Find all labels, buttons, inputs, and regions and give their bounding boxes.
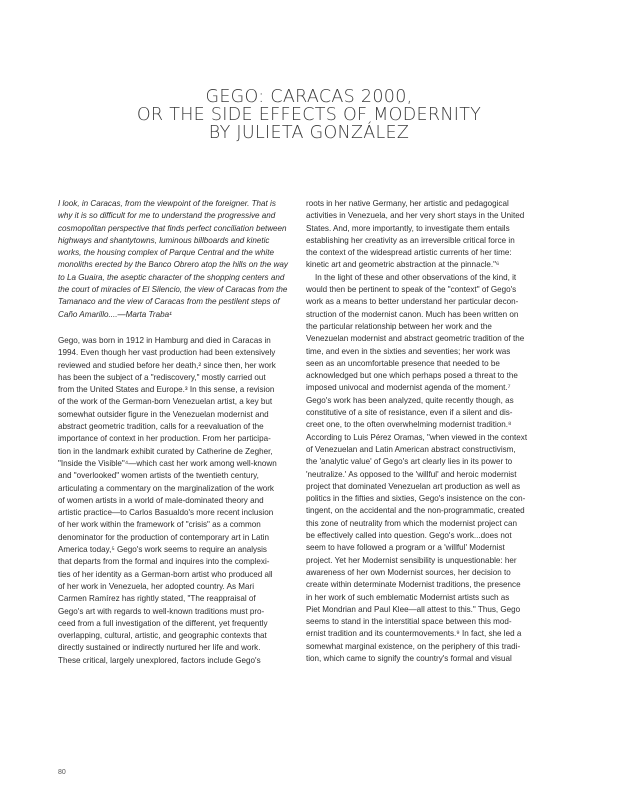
text-line: denominator for the production of contemporary art in Latin — [58, 532, 270, 542]
text-line: create within determinate Modernist traditions, the presence — [306, 580, 521, 590]
text-line: Piet Mondrian and Paul Klee—all attest to this." Thus, Gego — [306, 604, 521, 614]
article-title — [0, 88, 618, 142]
text-line: overlapping, cultural, artistic, and geographic contexts that — [58, 631, 267, 641]
text-line: has been the subject of a "rediscovery," mostly carried out — [58, 372, 266, 382]
text-line: time, and even in the sixties and seventies; her work was — [306, 346, 511, 356]
text-line: of her work in Venezuela, her adopted country. As Mari — [58, 581, 255, 591]
text-line: activities in Venezuela, and her very short stays in the United — [306, 211, 525, 221]
text-line: Gego's art with regards to well-known traditions must pro- — [58, 606, 265, 616]
left-body-text — [58, 335, 306, 667]
epigraph-line: works, the housing complex of Parque Central and the white — [58, 248, 274, 258]
text-line: awareness of her own Modernist sources, her decision to — [306, 567, 511, 577]
text-line: ceed from a full investigation of the different, yet frequently — [58, 618, 268, 628]
title-line-2: OR THE SIDE EFFECTS OF MODERNITY — [136, 105, 482, 125]
text-line: project that dominated Venezuelan art production as well as — [306, 481, 521, 491]
text-line: seems to stand in the interstitial space between this mod- — [306, 617, 512, 627]
text-line: ties of her identity as a German-born artist who produced all — [58, 569, 273, 579]
text-line: of the work of the German-born Venezuelan artist, a key but — [58, 397, 273, 407]
text-line: work as a means to better understand her particular decon- — [306, 297, 519, 307]
text-line: According to Luis Pérez Oramas, "when viewed in the context — [306, 432, 528, 442]
epigraph-line: the court of miracles of El Silencio, the view of Caracas from the — [58, 285, 288, 295]
text-line: of her work within the framework of "crisis" as a common — [58, 520, 261, 530]
text-line: would then be pertinent to speak of the "context" of Gego's — [306, 285, 517, 295]
text-line: this zone of neutrality from which the modernist project can — [306, 518, 517, 528]
text-line: kinetic art and geometric abstraction at the pinnacle."⁶ — [306, 260, 500, 270]
text-line: articulating a commentary on the marginalization of the work — [58, 483, 274, 493]
text-line: in her work of such emblematic Modernist artists such as — [306, 592, 510, 602]
text-line: ernist tradition and its countermovements.⁹ In fact, she led a — [306, 629, 522, 639]
epigraph-line: why it is so difficult for me to understand the progressive and — [58, 211, 276, 221]
text-line: and "overlooked" women artists of the twentieth century, — [58, 471, 259, 481]
right-body-text — [306, 198, 554, 665]
text-line: acknowledged but one which perhaps posed a threat to the — [306, 371, 518, 381]
epigraph-line: monoliths erected by the Banco Obrero atop the hills on the way — [58, 260, 288, 270]
text-line: of women artists in a world of male-dominated theory and — [58, 495, 264, 505]
text-line: the 'analytic value' of Gego's art clearly lies in its power to — [306, 457, 513, 467]
text-line: roots in her native Germany, her artistic and pedagogical — [306, 199, 509, 208]
text-line: from the United States and Europe.³ In this sense, a revision — [58, 385, 275, 395]
text-line: project. Yet her Modernist sensibility is unquestionable: her — [306, 555, 517, 565]
text-line: Gego, was born in 1912 in Hamburg and died in Caracas in — [58, 335, 271, 345]
text-line: constitutive of a site of resistance, even if a silent and dis- — [306, 408, 513, 418]
title-line-3: BY JULIETA GONZÁLEZ — [208, 123, 410, 143]
text-line: Carmen Ramírez has rightly stated, "The reappraisal of — [58, 594, 256, 604]
text-line: Venezuelan modernist and abstract geometric tradition of the — [306, 334, 525, 344]
text-line: the context of the widespread artistic currents of her time: — [306, 248, 512, 258]
right-column — [306, 198, 554, 665]
epigraph-line: to La Guaira, the aseptic character of the shopping centers and — [58, 272, 285, 282]
text-line: creet one, to the often overwhelming modernist tradition.⁸ — [306, 420, 512, 430]
text-line: artistic practice—to Carlos Basualdo's more recent inclusion — [58, 508, 274, 518]
epigraph-line: I look, in Caracas, from the viewpoint of the foreigner. That is — [58, 199, 276, 208]
title-line-1: GEGO: CARACAS 2000, — [205, 87, 413, 107]
text-line: establishing her creativity as an irreversible critical force in — [306, 235, 515, 245]
text-line: America today,⁵ Gego's work seems to require an analysis — [58, 545, 267, 555]
epigraph — [58, 198, 306, 321]
epigraph-line: Caño Amarillo....—Marta Traba¹ — [58, 309, 172, 319]
text-line: reviewed and studied before her death,² since then, her work — [58, 360, 276, 370]
epigraph-line: cosmopolitan perspective that finds perfect conciliation between — [58, 223, 287, 233]
text-line: importance of context in her production. From her participa- — [58, 434, 271, 444]
page-number: 80 — [58, 769, 66, 776]
epigraph-line: highways and shantytowns, luminous billboards and kinetic — [58, 235, 270, 245]
epigraph-line: Tamanaco and the view of Caracas from the pestilent steps of — [58, 297, 280, 307]
text-line: somewhat marginal existence, on the periphery of this tradi- — [306, 641, 521, 651]
text-line: In the light of these and other observations of the kind, it — [306, 272, 517, 282]
text-line: tion in the landmark exhibit curated by Catherine de Zegher, — [58, 446, 273, 456]
text-line: directly sustained or indirectly nurtured her life and work. — [58, 643, 261, 653]
text-line: States. And, more importantly, to investigate them entails — [306, 223, 510, 233]
left-column — [58, 198, 306, 667]
text-line: 1994. Even though her vast production had been extensively — [58, 348, 276, 358]
text-line: struction of the modernist canon. Much has been written on — [306, 309, 519, 319]
text-line: be effectively called into question. Gego's work...does not — [306, 531, 512, 541]
text-line: seen as an uncomfortable presence that needed to be — [306, 358, 500, 368]
text-line: abstract geometric tradition, calls for a reevaluation of the — [58, 422, 264, 432]
text-line: somewhat outsider figure in the Venezuelan modernist and — [58, 409, 269, 419]
text-line: that departs from the formal and inquires into the complexi- — [58, 557, 270, 567]
text-line: tion, which came to signify the country's formal and visual — [306, 653, 512, 663]
text-line: imposed univocal and modernist agenda of the moment.⁷ — [306, 383, 511, 393]
paragraph-gap — [58, 321, 306, 335]
text-line: "Inside the Visible"⁴—which cast her work among well-known — [58, 458, 277, 468]
text-line: 'neutralize.' As opposed to the 'willful' and heroic modernist — [306, 469, 517, 479]
text-line: the particular relationship between her work and the — [306, 321, 492, 331]
text-line: politics in the fifties and sixties, Gego's insistence on the con- — [306, 494, 526, 504]
text-line: Gego's work has been analyzed, quite recently though, as — [306, 395, 514, 405]
text-line: tingent, on the accidental and the non-programmatic, created — [306, 506, 525, 516]
text-line: These critical, largely unexplored, factors include Gego's — [58, 655, 261, 665]
text-line: seem to have followed a program or a 'willful' Modernist — [306, 543, 505, 553]
text-line: of Venezuelan and Latin American abstract constructivism, — [306, 444, 516, 454]
